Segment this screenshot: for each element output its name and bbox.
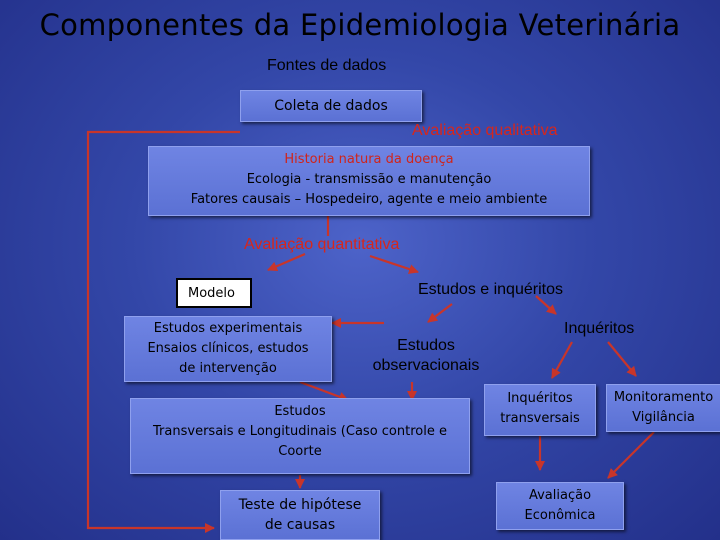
estudos-e-inqueritos-label: Estudos e inquéritos bbox=[418, 281, 563, 298]
avaliacao-qualitativa-label: Avaliação qualitativa bbox=[412, 122, 558, 139]
teste-line-2: de causas bbox=[264, 517, 336, 533]
historia-line-2: Ecologia - transmissão e manutenção bbox=[246, 172, 492, 187]
experimentais-line-1: Estudos experimentais bbox=[153, 321, 303, 336]
monitoramento-box bbox=[606, 384, 720, 432]
observacionais-line-2: observacionais bbox=[372, 357, 480, 374]
inq-transversais-line-1: Inquéritos bbox=[507, 391, 573, 406]
transversais-line-2: Transversais e Longitudinais (Caso controle e bbox=[153, 424, 447, 439]
monitoramento-line-1: Monitoramento bbox=[613, 390, 714, 405]
coleta-de-dados-label: Coleta de dados bbox=[274, 98, 388, 114]
historia-natural-box bbox=[148, 146, 590, 216]
inqueritos-label: Inquéritos bbox=[564, 320, 635, 337]
quantitativa-to-modelo-arrow bbox=[268, 254, 305, 270]
coleta-de-dados-box bbox=[240, 90, 422, 122]
monitoramento-to-economica-arrow bbox=[608, 432, 654, 478]
transversais-longitudinais-box bbox=[130, 398, 470, 474]
fontes-de-dados-label: Fontes de dados bbox=[267, 57, 387, 74]
monitoramento-line-2: Vigilância bbox=[632, 410, 695, 425]
teste-line-1: Teste de hipótese bbox=[238, 497, 362, 513]
inqueritos-to-monitoramento-arrow bbox=[608, 342, 636, 376]
estudos-experimentais-box bbox=[124, 316, 332, 382]
experimentais-line-3: de intervenção bbox=[179, 361, 277, 376]
avaliacao-economica-box bbox=[496, 482, 624, 530]
historia-line-1: Historia natura da doença bbox=[284, 152, 454, 167]
quantitativa-to-estudos-arrow bbox=[370, 256, 418, 272]
historia-line-3: Fatores causais – Hospedeiro, agente e meio ambiente bbox=[190, 192, 548, 207]
avaliacao-quantitativa-label: Avaliação quantitativa bbox=[244, 236, 400, 253]
estudos-observacionais-label bbox=[366, 336, 486, 376]
inqueritos-to-transversais-arrow bbox=[552, 342, 572, 378]
transversais-line-1: Estudos bbox=[274, 404, 326, 419]
modelo-label: Modelo bbox=[188, 285, 235, 301]
economica-line-1: Avaliação bbox=[528, 488, 592, 503]
teste-de-hipotese-box bbox=[220, 490, 380, 540]
estudos-to-observacionais-arrow bbox=[428, 304, 452, 322]
page-title: Componentes da Epidemiologia Veterinária bbox=[39, 8, 681, 42]
experimentais-line-2: Ensaios clínicos, estudos bbox=[147, 341, 309, 356]
observacionais-line-1: Estudos bbox=[397, 337, 455, 354]
economica-line-2: Econômica bbox=[524, 508, 596, 523]
inq-transversais-line-2: transversais bbox=[500, 411, 580, 426]
transversais-line-3: Coorte bbox=[278, 444, 322, 459]
modelo-box bbox=[176, 278, 252, 308]
inqueritos-transversais-box bbox=[484, 384, 596, 436]
